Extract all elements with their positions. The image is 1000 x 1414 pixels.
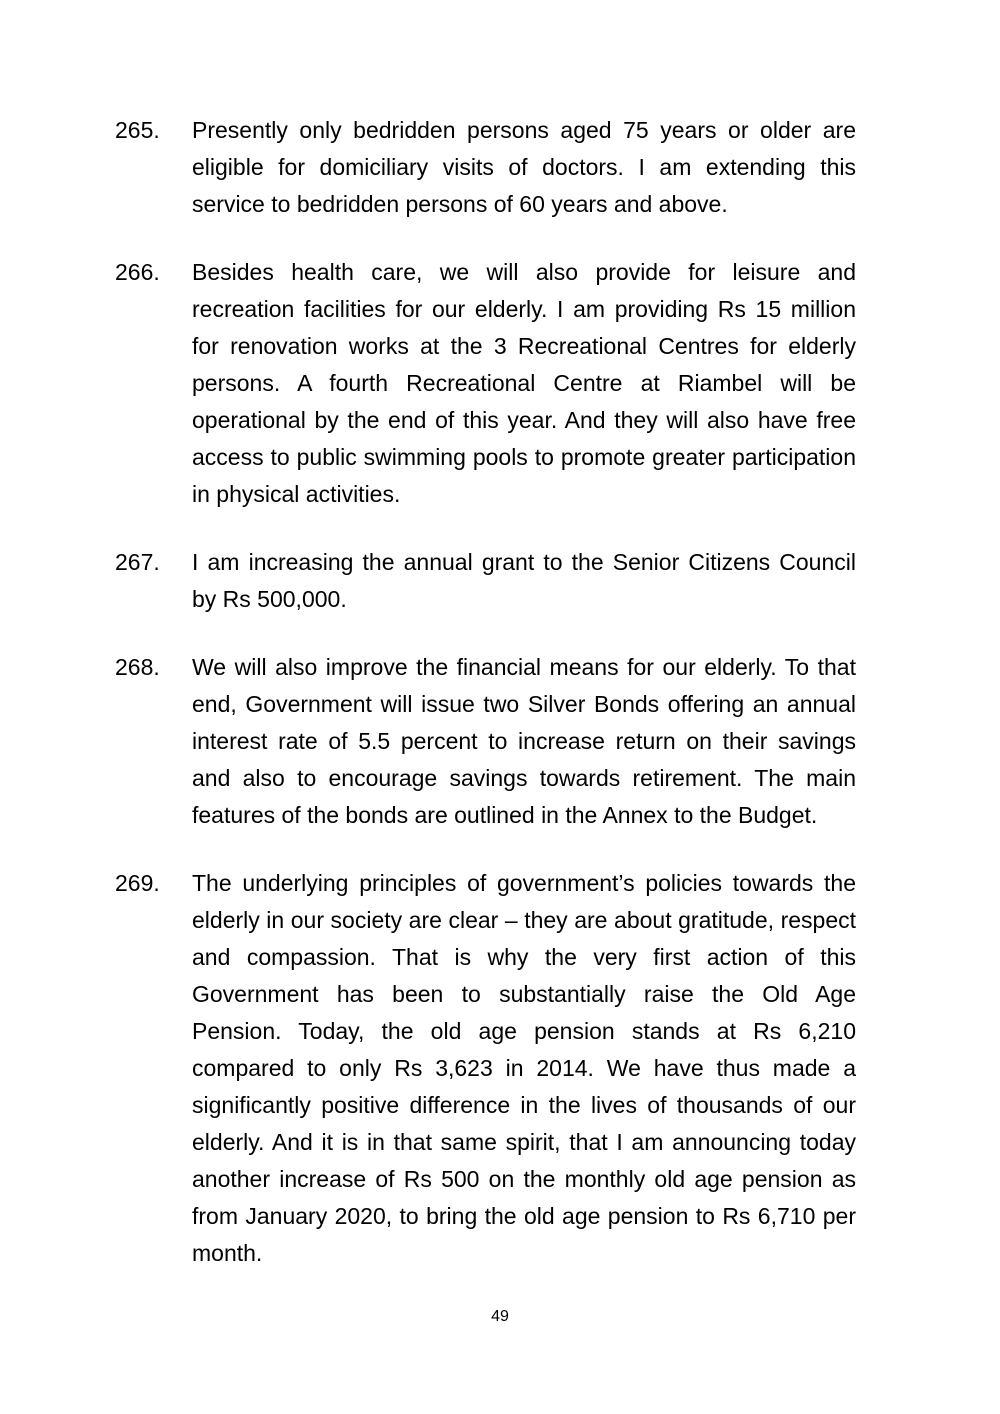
paragraph-number: 265. bbox=[115, 117, 160, 143]
paragraph-number: 267. bbox=[115, 549, 160, 575]
paragraph-text: I am increasing the annual grant to the Senior Citizens Council by Rs 500,000. bbox=[192, 549, 856, 612]
paragraph bbox=[115, 544, 856, 618]
paragraph-text: Besides health care, we will also provide for leisure and recreation facilities for our elderly. I am providing Rs 15 million for renovation works at the 3 Recreational Centres for elderly persons. A fourth Recreational Centre at Riambel will be operational by the end of this year. And they will also have free access to public swimming pools to promote greater participation in physical activities. bbox=[192, 259, 856, 507]
paragraph bbox=[115, 254, 856, 513]
paragraph-number: 268. bbox=[115, 654, 160, 680]
paragraph-text: The underlying principles of government’s policies towards the elderly in our society are clear – they are about gratitude, respect and compassion. That is why the very first action of this Government has been to substantially raise the Old Age Pension. Today, the old age pension stands at Rs 6,210 compared to only Rs 3,623 in 2014. We have thus made a significantly positive difference in the lives of thousands of our elderly. And it is in that same spirit, that I am announcing today another increase of Rs 500 on the monthly old age pension as from January 2020, to bring the old age pension to Rs 6,710 per month. bbox=[192, 870, 856, 1266]
paragraph bbox=[115, 649, 856, 834]
paragraph-text: We will also improve the financial means for our elderly. To that end, Government will issue two Silver Bonds offering an annual interest rate of 5.5 percent to increase return on their savings and also to encourage savings towards retirement. The main features of the bonds are outlined in the Annex to the Budget. bbox=[192, 654, 856, 828]
paragraph bbox=[115, 865, 856, 1272]
paragraph-number: 266. bbox=[115, 259, 160, 285]
paragraph-text: Presently only bedridden persons aged 75 years or older are eligible for domiciliary visits of doctors. I am extending this service to bedridden persons of 60 years and above. bbox=[192, 117, 856, 217]
paragraph bbox=[115, 112, 856, 223]
paragraph-number: 269. bbox=[115, 870, 160, 896]
page-number: 49 bbox=[491, 1308, 509, 1325]
document-body bbox=[115, 112, 856, 1303]
